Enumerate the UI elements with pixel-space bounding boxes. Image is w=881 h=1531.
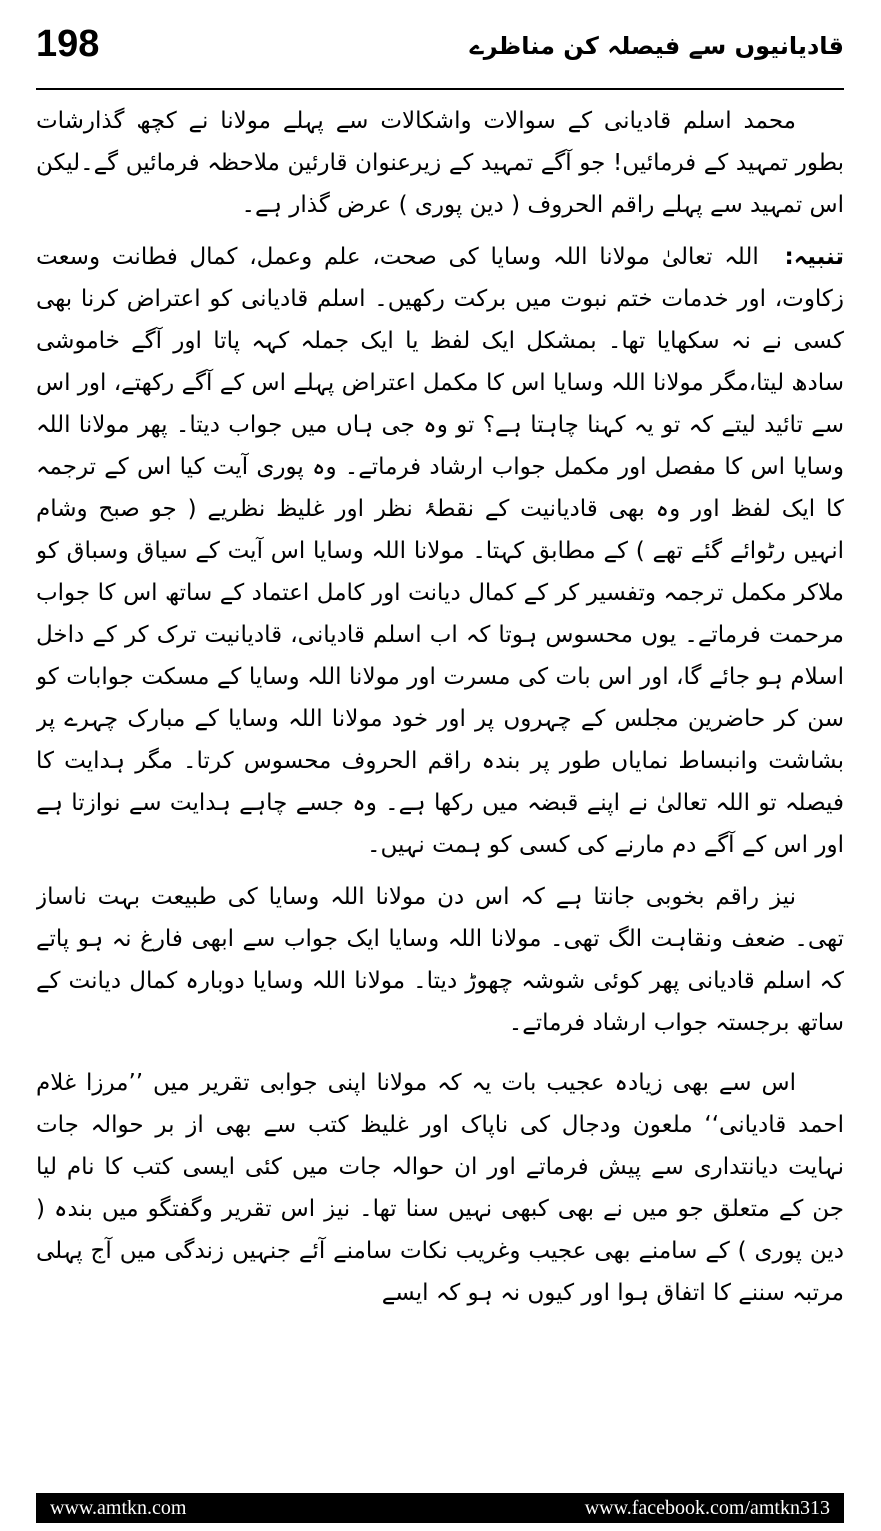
facebook-link[interactable]: www.facebook.com/amtkn313	[584, 1497, 830, 1519]
note-label: تنبیہ:	[784, 244, 844, 270]
paragraph-note	[36, 236, 844, 866]
page-header	[36, 22, 844, 80]
paragraph-intro	[36, 100, 844, 226]
header-divider	[36, 88, 844, 90]
paragraph-health	[36, 876, 844, 1044]
page-number: 198	[36, 23, 100, 65]
paragraph-text: اس سے بھی زیادہ عجیب بات یہ کہ مولانا اپنی جوابی تقریر میں ’’مرزا غلام احمد قادیانی‘‘ ملعون ودجال کی ناپاک اور غلیظ کتب سے بھی از بر حوالہ جات نہایت دیانتداری سے پیش فرماتے اور ان حوالہ جات میں کئی ایسی کتب کا نام لیا جن کے متعلق جو میں نے بھی کبھی نہیں سنا تھا۔ نیز اس تقریر وگفتگو میں بندہ ( دین پوری ) کے سامنے بھی عجیب وغریب نکات سامنے آئے جنہیں زندگی میں آج پہلی مرتبہ سننے کا اتفاق ہوا اور کیوں نہ ہو کہ ایسے	[36, 1070, 844, 1306]
paragraph-text: اللہ تعالیٰ مولانا اللہ وسایا کی صحت، علم وعمل، کمال فطانت وسعت زکاوت، اور خدمات ختم نبوت میں برکت رکھیں۔ اسلم قادیانی کو اعتراض کرنا بھی کسی نے نہ سکھایا تھا۔ بمشکل ایک لفظ یا ایک جملہ کہہ پاتا اور آگے خاموشی سادھ لیتا،مگر مولانا اللہ وسایا اس کا مکمل اعتراض پہلے اس کے آگے رکھتے، اور اس سے تائید لیتے کہ تو یہ کہنا چاہتا ہے؟ تو وہ جی ہاں میں جواب دیتا۔ پھر مولانا اللہ وسایا اس کا مفصل اور مکمل جواب ارشاد فرماتے۔ وہ پوری آیت کیا اس کے ترجمہ کا ایک لفظ اور وہ بھی قادیانیت کے نقطۂ نظر اور غلیظ نظریے ( جو صبح وشام انہیں رٹوائے گئے تھے ) کے مطابق کہتا۔ مولانا اللہ وسایا اس آیت کے سیاق وسباق کو ملاکر مکمل ترجمہ وتفسیر کر کے کمال دیانت اور کامل اعتماد کے ساتھ اس کا جواب مرحمت فرماتے۔ یوں محسوس ہوتا کہ اب اسلم قادیانی، قادیانیت ترک کر کے داخل اسلام ہو جائے گا، اور اس بات کی مسرت اور مولانا اللہ وسایا کے مسکت جوابات کو سن کر حاضرین مجلس کے چہروں پر اور خود مولانا اللہ وسایا کے مبارک چہرے پر بشاشت وانبساط نمایاں طور پر بندہ راقم الحروف محسوس کرتا۔ مگر ہدایت کا فیصلہ تو اللہ تعالیٰ نے اپنے قبضہ میں رکھا ہے۔ وہ جسے چاہے ہدایت سے نوازتا ہے اور اس کے آگے دم مارنے کی کسی کو ہمت نہیں۔	[36, 244, 844, 858]
running-title: قادیانیوں سے فیصلہ کن مناظرے	[469, 32, 844, 60]
paragraph-references	[36, 1062, 844, 1314]
website-link[interactable]: www.amtkn.com	[50, 1497, 187, 1519]
paragraph-text: محمد اسلم قادیانی کے سوالات واشکالات سے پہلے مولانا نے کچھ گذارشات بطور تمہید کے فرمائیں! جو آگے تمہید کے زیرعنوان قارئین ملاحظہ فرمائیں گے۔لیکن اس تمہید سے پہلے راقم الحروف ( دین پوری ) عرض گذار ہے۔	[36, 108, 844, 218]
paragraph-text: نیز راقم بخوبی جانتا ہے کہ اس دن مولانا اللہ وسایا کی طبیعت بہت ناساز تھی۔ ضعف ونقاہت الگ تھی۔ مولانا اللہ وسایا ایک جواب سے ابھی فارغ نہ ہو پاتے کہ اسلم قادیانی پھر کوئی شوشہ چھوڑ دیتا۔ مولانا اللہ وسایا دوبارہ کمال دیانت کے ساتھ برجستہ جواب ارشاد فرماتے۔	[36, 884, 844, 1036]
page-body	[36, 100, 844, 1470]
page-footer	[36, 1493, 844, 1523]
